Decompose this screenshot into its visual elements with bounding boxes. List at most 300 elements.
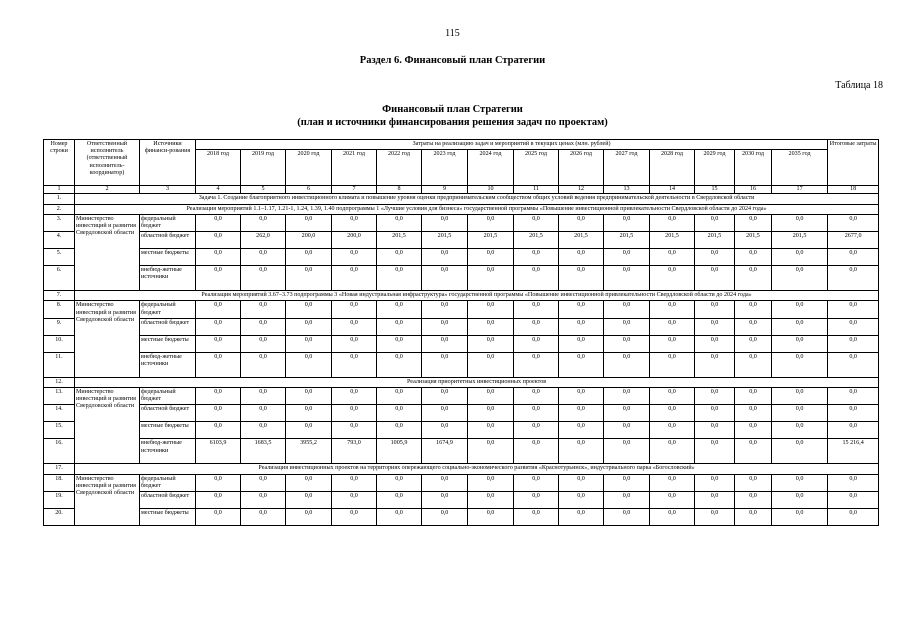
value-cell: 0,0	[468, 249, 514, 266]
row-number: 14.	[44, 405, 75, 422]
value-cell: 0,0	[772, 422, 828, 439]
value-cell: 0,0	[332, 422, 377, 439]
value-cell: 0,0	[559, 474, 604, 491]
header-sources: Источники финанси-рования	[140, 140, 196, 186]
value-cell: 0,0	[468, 352, 514, 377]
value-cell: 0,0	[650, 439, 695, 464]
header-year: 2026 год	[559, 150, 604, 186]
row-number: 7.	[44, 291, 75, 301]
value-cell: 0,0	[241, 388, 286, 405]
value-cell: 0,0	[241, 474, 286, 491]
value-cell: 0,0	[422, 492, 468, 509]
section-heading-cell: Задача 1. Создание благоприятного инвестиционного климата и повышение уровня оценки предпринимательским сообществом общих условий ведения предпринимательской деятельности в Свердловской области	[75, 194, 879, 204]
value-cell: 0,0	[241, 214, 286, 231]
value-cell: 0,0	[241, 301, 286, 318]
value-cell: 0,0	[196, 249, 241, 266]
value-cell: 0,0	[377, 492, 422, 509]
total-cell: 0,0	[828, 266, 879, 291]
value-cell: 0,0	[286, 301, 332, 318]
header-row-1	[44, 140, 879, 150]
column-number: 8	[377, 186, 422, 194]
value-cell: 0,0	[422, 301, 468, 318]
value-cell: 0,0	[514, 318, 559, 335]
table-row	[44, 464, 879, 474]
value-cell: 0,0	[604, 335, 650, 352]
value-cell: 0,0	[241, 249, 286, 266]
value-cell: 0,0	[695, 509, 735, 526]
total-cell: 0,0	[828, 301, 879, 318]
value-cell: 0,0	[468, 439, 514, 464]
value-cell: 0,0	[422, 405, 468, 422]
value-cell: 0,0	[735, 214, 772, 231]
column-number: 6	[286, 186, 332, 194]
value-cell: 0,0	[772, 474, 828, 491]
total-cell: 15 216,4	[828, 439, 879, 464]
header-year: 2025 год	[514, 150, 559, 186]
value-cell: 0,0	[604, 249, 650, 266]
value-cell: 0,0	[377, 405, 422, 422]
source-cell: федеральный бюджет	[140, 301, 196, 318]
value-cell: 262,0	[241, 232, 286, 249]
section-heading-cell: Реализация приоритетных инвестиционных проектов	[75, 377, 879, 387]
table-row	[44, 405, 879, 422]
value-cell: 0,0	[422, 352, 468, 377]
value-cell: 0,0	[468, 335, 514, 352]
value-cell: 793,0	[332, 439, 377, 464]
header-year: 2030 год	[735, 150, 772, 186]
value-cell: 0,0	[377, 352, 422, 377]
value-cell: 0,0	[286, 388, 332, 405]
responsible-cell: Министерство инвестиций и развития Свердловской области	[75, 301, 140, 377]
value-cell: 0,0	[422, 335, 468, 352]
column-number: 7	[332, 186, 377, 194]
column-number: 17	[772, 186, 828, 194]
value-cell: 0,0	[196, 352, 241, 377]
section-heading-cell: Реализация мероприятий 3.67–3.73 подпрограммы 3 «Новая индустриальная инфраструктура» государственной программы «Повышение инвестиционной привлекательности Свердловской области до 2024 года»	[75, 291, 879, 301]
row-number: 6.	[44, 266, 75, 291]
value-cell: 0,0	[650, 214, 695, 231]
column-number: 3	[140, 186, 196, 194]
value-cell: 0,0	[241, 405, 286, 422]
value-cell: 201,5	[772, 232, 828, 249]
value-cell: 0,0	[332, 301, 377, 318]
value-cell: 0,0	[196, 492, 241, 509]
value-cell: 0,0	[422, 249, 468, 266]
value-cell: 0,0	[332, 509, 377, 526]
column-number: 16	[735, 186, 772, 194]
value-cell: 0,0	[468, 388, 514, 405]
source-cell: местные бюджеты	[140, 509, 196, 526]
value-cell: 0,0	[735, 335, 772, 352]
value-cell: 0,0	[514, 249, 559, 266]
value-cell: 0,0	[772, 405, 828, 422]
value-cell: 0,0	[241, 492, 286, 509]
row-number: 20.	[44, 509, 75, 526]
total-cell: 0,0	[828, 352, 879, 377]
total-cell: 0,0	[828, 422, 879, 439]
total-cell: 0,0	[828, 249, 879, 266]
source-cell: внебюд-жетные источники	[140, 266, 196, 291]
value-cell: 6103,9	[196, 439, 241, 464]
table-row	[44, 318, 879, 335]
total-cell: 0,0	[828, 388, 879, 405]
total-cell: 2677,0	[828, 232, 879, 249]
row-number: 2.	[44, 204, 75, 214]
value-cell: 0,0	[196, 422, 241, 439]
value-cell: 0,0	[241, 335, 286, 352]
header-year: 2019 год	[241, 150, 286, 186]
value-cell: 0,0	[422, 266, 468, 291]
row-number: 11.	[44, 352, 75, 377]
value-cell: 0,0	[772, 352, 828, 377]
source-cell: местные бюджеты	[140, 422, 196, 439]
value-cell: 0,0	[559, 214, 604, 231]
value-cell: 0,0	[422, 214, 468, 231]
value-cell: 0,0	[286, 474, 332, 491]
value-cell: 201,5	[650, 232, 695, 249]
value-cell: 0,0	[604, 301, 650, 318]
table-row	[44, 194, 879, 204]
value-cell: 0,0	[604, 352, 650, 377]
row-number: 1.	[44, 194, 75, 204]
value-cell: 0,0	[377, 214, 422, 231]
value-cell: 0,0	[735, 509, 772, 526]
value-cell: 0,0	[695, 492, 735, 509]
row-number: 18.	[44, 474, 75, 491]
value-cell: 0,0	[468, 301, 514, 318]
table-title-line-2: (план и источники финансирования решения задач по проектам)	[297, 117, 608, 128]
value-cell: 201,5	[604, 232, 650, 249]
column-number: 15	[695, 186, 735, 194]
table-row	[44, 335, 879, 352]
table-row	[44, 422, 879, 439]
value-cell: 0,0	[468, 266, 514, 291]
value-cell: 0,0	[735, 405, 772, 422]
header-year: 2022 год	[377, 150, 422, 186]
value-cell: 0,0	[332, 492, 377, 509]
value-cell: 0,0	[241, 509, 286, 526]
value-cell: 0,0	[559, 335, 604, 352]
value-cell: 0,0	[286, 405, 332, 422]
value-cell: 0,0	[604, 318, 650, 335]
table-title	[0, 103, 905, 129]
column-number: 4	[196, 186, 241, 194]
total-cell: 0,0	[828, 214, 879, 231]
value-cell: 0,0	[196, 335, 241, 352]
value-cell: 0,0	[772, 249, 828, 266]
value-cell: 0,0	[514, 214, 559, 231]
value-cell: 0,0	[604, 492, 650, 509]
row-number: 9.	[44, 318, 75, 335]
value-cell: 0,0	[332, 352, 377, 377]
source-cell: местные бюджеты	[140, 335, 196, 352]
header-year: 2024 год	[468, 150, 514, 186]
table-row	[44, 492, 879, 509]
value-cell: 0,0	[422, 474, 468, 491]
value-cell: 0,0	[772, 318, 828, 335]
value-cell: 3955,2	[286, 439, 332, 464]
total-cell: 0,0	[828, 335, 879, 352]
value-cell: 0,0	[559, 352, 604, 377]
value-cell: 0,0	[604, 422, 650, 439]
value-cell: 0,0	[695, 335, 735, 352]
responsible-cell: Министерство инвестиций и развития Свердловской области	[75, 388, 140, 464]
value-cell: 0,0	[650, 492, 695, 509]
row-number: 13.	[44, 388, 75, 405]
row-number: 4.	[44, 232, 75, 249]
value-cell: 0,0	[695, 352, 735, 377]
total-cell: 0,0	[828, 492, 879, 509]
table-row	[44, 266, 879, 291]
value-cell: 0,0	[196, 214, 241, 231]
total-cell: 0,0	[828, 318, 879, 335]
value-cell: 0,0	[559, 388, 604, 405]
table-label: Таблица 18	[835, 80, 883, 91]
value-cell: 0,0	[468, 509, 514, 526]
value-cell: 0,0	[241, 318, 286, 335]
header-year: 2029 год	[695, 150, 735, 186]
value-cell: 0,0	[604, 266, 650, 291]
value-cell: 0,0	[514, 422, 559, 439]
value-cell: 0,0	[377, 388, 422, 405]
value-cell: 0,0	[695, 474, 735, 491]
value-cell: 0,0	[468, 405, 514, 422]
value-cell: 0,0	[332, 335, 377, 352]
value-cell: 0,0	[377, 474, 422, 491]
value-cell: 0,0	[604, 214, 650, 231]
value-cell: 0,0	[650, 301, 695, 318]
value-cell: 201,5	[422, 232, 468, 249]
value-cell: 201,5	[559, 232, 604, 249]
table-row	[44, 204, 879, 214]
value-cell: 0,0	[650, 352, 695, 377]
value-cell: 0,0	[286, 335, 332, 352]
value-cell: 0,0	[514, 439, 559, 464]
value-cell: 0,0	[735, 318, 772, 335]
value-cell: 0,0	[332, 318, 377, 335]
table-title-line-1: Финансовый план Стратегии	[382, 104, 523, 115]
value-cell: 0,0	[332, 474, 377, 491]
value-cell: 0,0	[695, 266, 735, 291]
value-cell: 0,0	[241, 266, 286, 291]
column-number: 5	[241, 186, 286, 194]
column-number: 11	[514, 186, 559, 194]
value-cell: 0,0	[559, 422, 604, 439]
value-cell: 0,0	[604, 405, 650, 422]
value-cell: 0,0	[286, 492, 332, 509]
value-cell: 0,0	[286, 318, 332, 335]
table-row	[44, 214, 879, 231]
value-cell: 0,0	[695, 388, 735, 405]
header-year: 2021 год	[332, 150, 377, 186]
value-cell: 0,0	[695, 318, 735, 335]
value-cell: 0,0	[196, 318, 241, 335]
header-row-no: Номер строки	[44, 140, 75, 186]
value-cell: 0,0	[514, 492, 559, 509]
header-year: 2027 год	[604, 150, 650, 186]
value-cell: 0,0	[735, 492, 772, 509]
total-cell: 0,0	[828, 405, 879, 422]
value-cell: 0,0	[650, 509, 695, 526]
value-cell: 0,0	[377, 318, 422, 335]
value-cell: 0,0	[377, 301, 422, 318]
value-cell: 0,0	[559, 266, 604, 291]
responsible-cell: Министерство инвестиций и развития Свердловской области	[75, 214, 140, 290]
section-heading-cell: Реализация инвестиционных проектов на территориях опережающего социально-экономического развития «Краснотурьинск», индустриального парка «Богословский»	[75, 464, 879, 474]
value-cell: 0,0	[377, 509, 422, 526]
source-cell: областной бюджет	[140, 318, 196, 335]
value-cell: 0,0	[514, 405, 559, 422]
section-heading-cell: Реализация мероприятий 1.1–1.17, 1.21-1, 1.24, 1.39, 1.40 подпрограммы 1 «Лучшие условия для бизнеса» государственной программы «Повышение инвестиционной привлекательности Свердловской области до 2024 года»	[75, 204, 879, 214]
value-cell: 0,0	[559, 509, 604, 526]
table-row	[44, 509, 879, 526]
value-cell: 0,0	[650, 388, 695, 405]
value-cell: 0,0	[196, 509, 241, 526]
value-cell: 0,0	[468, 422, 514, 439]
header-year: 2028 год	[650, 150, 695, 186]
value-cell: 0,0	[377, 249, 422, 266]
value-cell: 0,0	[286, 422, 332, 439]
column-numbers-row	[44, 186, 879, 194]
value-cell: 0,0	[196, 388, 241, 405]
row-number: 19.	[44, 492, 75, 509]
value-cell: 0,0	[422, 422, 468, 439]
value-cell: 0,0	[332, 249, 377, 266]
table-row	[44, 301, 879, 318]
column-number: 13	[604, 186, 650, 194]
value-cell: 0,0	[468, 318, 514, 335]
column-number: 2	[75, 186, 140, 194]
value-cell: 0,0	[695, 439, 735, 464]
value-cell: 0,0	[468, 214, 514, 231]
table-row	[44, 377, 879, 387]
value-cell: 201,5	[514, 232, 559, 249]
value-cell: 0,0	[604, 388, 650, 405]
value-cell: 0,0	[650, 474, 695, 491]
value-cell: 0,0	[604, 509, 650, 526]
column-number: 18	[828, 186, 879, 194]
table-row	[44, 249, 879, 266]
table-row	[44, 352, 879, 377]
value-cell: 0,0	[772, 492, 828, 509]
value-cell: 0,0	[772, 388, 828, 405]
value-cell: 0,0	[422, 318, 468, 335]
page-number: 115	[445, 28, 460, 39]
value-cell: 0,0	[559, 249, 604, 266]
value-cell: 0,0	[695, 301, 735, 318]
source-cell: областной бюджет	[140, 232, 196, 249]
source-cell: областной бюджет	[140, 405, 196, 422]
column-number: 12	[559, 186, 604, 194]
value-cell: 0,0	[286, 266, 332, 291]
row-number: 3.	[44, 214, 75, 231]
column-number: 1	[44, 186, 75, 194]
total-cell: 0,0	[828, 509, 879, 526]
source-cell: внебюд-жетные источники	[140, 439, 196, 464]
value-cell: 0,0	[286, 352, 332, 377]
value-cell: 0,0	[514, 266, 559, 291]
value-cell: 0,0	[196, 266, 241, 291]
value-cell: 0,0	[650, 422, 695, 439]
header-year: 2035 год	[772, 150, 828, 186]
value-cell: 0,0	[559, 439, 604, 464]
value-cell: 0,0	[772, 266, 828, 291]
value-cell: 0,0	[650, 335, 695, 352]
header-year: 2023 год	[422, 150, 468, 186]
value-cell: 0,0	[196, 405, 241, 422]
total-cell: 0,0	[828, 474, 879, 491]
table-row	[44, 439, 879, 464]
table-row	[44, 474, 879, 491]
value-cell: 0,0	[286, 249, 332, 266]
value-cell: 0,0	[377, 266, 422, 291]
value-cell: 0,0	[735, 352, 772, 377]
value-cell: 0,0	[695, 249, 735, 266]
value-cell: 0,0	[650, 249, 695, 266]
value-cell: 0,0	[332, 405, 377, 422]
value-cell: 0,0	[650, 318, 695, 335]
value-cell: 0,0	[332, 266, 377, 291]
value-cell: 0,0	[196, 474, 241, 491]
value-cell: 0,0	[735, 422, 772, 439]
row-number: 17.	[44, 464, 75, 474]
value-cell: 0,0	[604, 474, 650, 491]
value-cell: 0,0	[772, 335, 828, 352]
table-row	[44, 232, 879, 249]
row-number: 5.	[44, 249, 75, 266]
value-cell: 0,0	[772, 301, 828, 318]
value-cell: 0,0	[468, 474, 514, 491]
value-cell: 0,0	[286, 214, 332, 231]
value-cell: 1005,9	[377, 439, 422, 464]
value-cell: 0,0	[559, 492, 604, 509]
header-responsible: Ответственный исполнитель (ответственный исполнитель-координатор)	[75, 140, 140, 186]
row-number: 12.	[44, 377, 75, 387]
section-title: Раздел 6. Финансовый план Стратегии	[359, 55, 546, 66]
row-number: 10.	[44, 335, 75, 352]
source-cell: местные бюджеты	[140, 249, 196, 266]
value-cell: 0,0	[377, 335, 422, 352]
value-cell: 0,0	[735, 266, 772, 291]
value-cell: 0,0	[196, 232, 241, 249]
value-cell: 0,0	[514, 352, 559, 377]
value-cell: 0,0	[514, 301, 559, 318]
header-year: 2018 год	[196, 150, 241, 186]
value-cell: 0,0	[468, 492, 514, 509]
value-cell: 0,0	[377, 422, 422, 439]
value-cell: 0,0	[241, 352, 286, 377]
column-number: 10	[468, 186, 514, 194]
row-number: 8.	[44, 301, 75, 318]
value-cell: 0,0	[735, 388, 772, 405]
value-cell: 0,0	[695, 214, 735, 231]
value-cell: 0,0	[286, 509, 332, 526]
value-cell: 0,0	[514, 474, 559, 491]
source-cell: областной бюджет	[140, 492, 196, 509]
value-cell: 0,0	[695, 405, 735, 422]
column-number: 9	[422, 186, 468, 194]
value-cell: 0,0	[604, 439, 650, 464]
value-cell: 0,0	[772, 509, 828, 526]
value-cell: 0,0	[559, 318, 604, 335]
value-cell: 201,5	[377, 232, 422, 249]
value-cell: 200,0	[286, 232, 332, 249]
value-cell: 0,0	[559, 405, 604, 422]
value-cell: 0,0	[332, 214, 377, 231]
value-cell: 201,5	[695, 232, 735, 249]
responsible-cell: Министерство инвестиций и развития Свердловской области	[75, 474, 140, 525]
value-cell: 0,0	[735, 474, 772, 491]
